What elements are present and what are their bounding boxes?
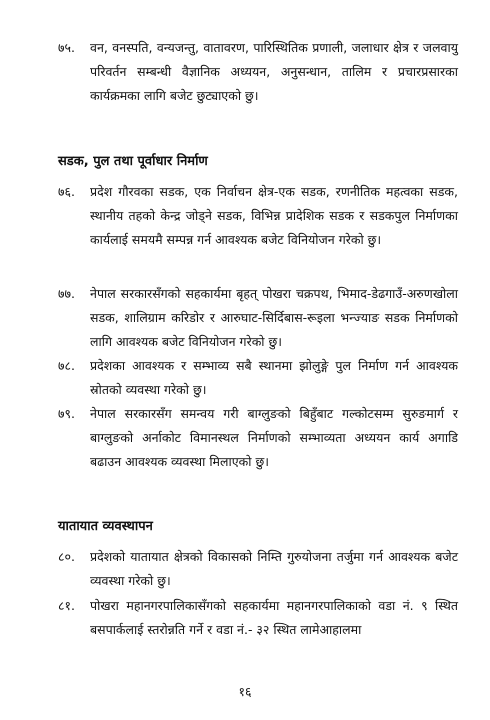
paragraph-number: ७६. <box>58 184 75 199</box>
paragraph-75 <box>58 36 458 108</box>
section-heading-transport: यातायात व्यवस्थापन <box>58 519 153 534</box>
paragraph-text: नेपाल सरकारसँग समन्वय गरी बाग्लुङको बिहुँबाट गल्कोटसम्म सुरुङमार्ग र बाग्लुङको अर्नाकोट विमानस्थल निर्माणको सम्भाव्यता अध्ययन कार्य अगाडि बढाउन आवश्यक व्यवस्था मिलाएको छु। <box>90 406 458 469</box>
paragraph-80 <box>58 545 458 593</box>
paragraph-text: नेपाल सरकारसँगको सहकार्यमा बृहत् पोखरा चक्रपथ, भिमाद-डेढगाउँ-अरुणखोला सडक, शालिग्राम करिडोर र आरुघाट-सिर्दिबास-रूइला भन्ज्याङ सडक निर्माणको लागि आवश्यक बजेट विनियोजन गरेको छु। <box>90 286 458 349</box>
paragraph-number: ८१. <box>58 598 75 613</box>
paragraph-text: वन, वनस्पति, वन्यजन्तु, वातावरण, पारिस्थितिक प्रणाली, जलाधार क्षेत्र र जलवायु परिवर्तन सम्बन्धी वैज्ञानिक अध्ययन, अनुसन्धान, तालिम र प्रचारप्रसारका कार्यक्रमका लागि बजेट छुट्याएको छु। <box>90 40 458 103</box>
paragraph-number: ७८. <box>58 358 75 373</box>
paragraph-number: ७९. <box>58 406 75 421</box>
paragraph-text: प्रदेश गौरवका सडक, एक निर्वाचन क्षेत्र-एक सडक, रणनीतिक महत्वका सडक, स्थानीय तहको केन्द्र जोड्ने सडक, विभिन्न प्रादेशिक सडक र सडकपुल निर्माणका कार्यलाई समयमै सम्पन्न गर्न आवश्यक बजेट विनियोजन गरेको छु। <box>90 184 458 247</box>
paragraph-77 <box>58 282 458 354</box>
paragraph-number: ७५. <box>58 40 75 55</box>
page-number: १६ <box>238 684 252 699</box>
paragraph-76 <box>58 180 458 252</box>
paragraph-number: ८०. <box>58 549 75 564</box>
section-heading-roads: सडक, पुल तथा पूर्वाधार निर्माण <box>58 154 208 169</box>
paragraph-78 <box>58 354 458 402</box>
paragraph-81 <box>58 594 458 642</box>
paragraph-text: प्रदेशको यातायात क्षेत्रको विकासको निम्ति गुरुयोजना तर्जुमा गर्न आवश्यक बजेट व्यवस्था गरेको छु। <box>90 549 458 588</box>
paragraph-79 <box>58 402 458 474</box>
paragraph-text: पोखरा महानगरपालिकासँगको सहकार्यमा महानगरपालिकाको वडा नं. ९ स्थित बसपार्कलाई स्तरोन्नति गर्ने र वडा नं.- ३२ स्थित लामेआहालमा <box>90 598 458 637</box>
paragraph-number: ७७. <box>58 286 75 301</box>
paragraph-text: प्रदेशका आवश्यक र सम्भाव्य सबै स्थानमा झोलुङ्गे पुल निर्माण गर्न आवश्यक स्रोतको व्यवस्था गरेको छु। <box>90 358 458 397</box>
